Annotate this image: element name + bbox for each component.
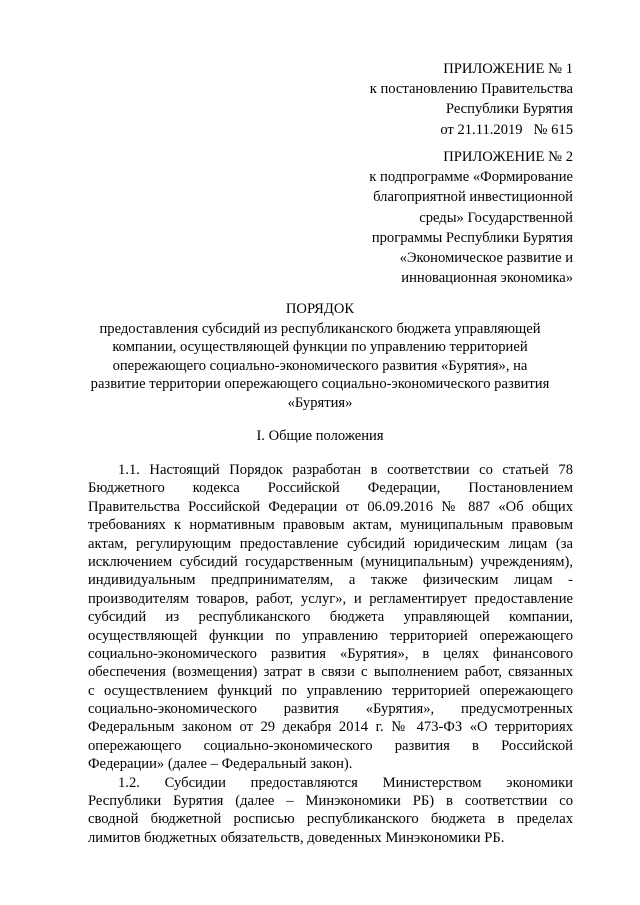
paragraph-line: субсидий из республиканского бюджета управляющей компании, — [88, 609, 573, 626]
annex-2-line: программы Республики Бурятия — [371, 229, 573, 246]
paragraph-line: осуществляющей функции по управлению территорией опережающего — [88, 627, 573, 644]
annex-2-header — [369, 147, 573, 288]
paragraph-line: опережающего социально-экономического развития в Российской — [88, 737, 573, 754]
annex-1-header — [370, 59, 573, 140]
annex-1-line: ПРИЛОЖЕНИЕ № 1 — [443, 61, 573, 77]
paragraph-line: 1.1. Настоящий Порядок разработан в соответствии со статьей 78 — [118, 462, 573, 478]
document-body — [88, 461, 573, 847]
annex-2-line: ПРИЛОЖЕНИЕ № 2 — [443, 149, 573, 165]
paragraph-line: требованиях к нормативным правовым актам, муниципальным правовым — [88, 517, 573, 534]
document-title — [80, 300, 560, 412]
title-line: опережающего социально-экономического развития «Бурятия», на — [112, 357, 528, 374]
title-line: компании, осуществляющей функции по управлению территорией — [112, 339, 528, 355]
paragraph-line: Правительства Российской Федерации от 06.09.2016 № 887 «Об общих — [88, 498, 573, 515]
annex-2-line: инновационная экономика» — [401, 270, 573, 287]
paragraph-line: Бюджетного кодекса Российской Федерации, Постановлением — [88, 480, 573, 497]
annex-1-line: от 21.11.2019 № 615 — [440, 121, 573, 138]
paragraph-line: Республики Бурятия (далее – Минэкономики РБ) в соответствии со — [88, 793, 573, 810]
paragraph-line: исключением субсидий государственным (муниципальным) учреждениям), — [88, 553, 573, 570]
annex-2-line: «Экономическое развитие и — [399, 250, 573, 267]
annex-2-line: к подпрограмме «Формирование — [369, 169, 573, 186]
section-heading: I. Общие положения — [256, 428, 384, 444]
paragraph-line: индивидуальным предпринимателям, а также физическим лицам - — [88, 572, 573, 589]
annex-2-line: среды» Государственной — [419, 209, 573, 226]
paragraph-line: 1.2. Субсидии предоставляются Министерством экономики — [118, 774, 573, 791]
paragraph-line: Федеральным законом от 29 декабря 2014 г. № 473-ФЗ «О территориях — [88, 719, 573, 736]
annex-1-line: к постановлению Правительства — [369, 81, 573, 98]
paragraph-line: социально-экономического развития «Бурятия», предусмотренных — [88, 701, 573, 718]
title-line: предоставления субсидий из республиканского бюджета управляющей — [99, 320, 541, 337]
paragraph-1-1 — [88, 461, 573, 774]
paragraph-line: актам, регулирующим предоставление субсидий юридическим лицам (за — [88, 535, 573, 552]
title-line: развитие территории опережающего социально-экономического развития — [90, 376, 550, 392]
title-line: «Бурятия» — [287, 394, 353, 411]
annex-2-line: благоприятной инвестиционной — [373, 189, 573, 206]
paragraph-line: с осуществлением функций по управлению территорией опережающего — [88, 682, 573, 699]
paragraph-line: лимитов бюджетных обязательств, доведенных Минэкономики РБ. — [88, 829, 505, 846]
annex-1-line: Республики Бурятия — [445, 101, 573, 118]
title-heading: ПОРЯДОК — [285, 301, 355, 317]
paragraph-line: производителям товаров, работ, услуг», и регламентирует предоставление — [88, 590, 573, 607]
paragraph-1-2 — [88, 774, 573, 848]
paragraph-line: социально-экономического развития «Бурятия», в целях финансового — [88, 645, 573, 662]
paragraph-line: сводной бюджетной росписью республиканского бюджета в пределах — [88, 811, 573, 828]
paragraph-line: Федерации» (далее – Федеральный закон). — [88, 756, 353, 773]
paragraph-line: обеспечения (возмещения) затрат в связи с выполнением работ, связанных — [88, 664, 573, 681]
